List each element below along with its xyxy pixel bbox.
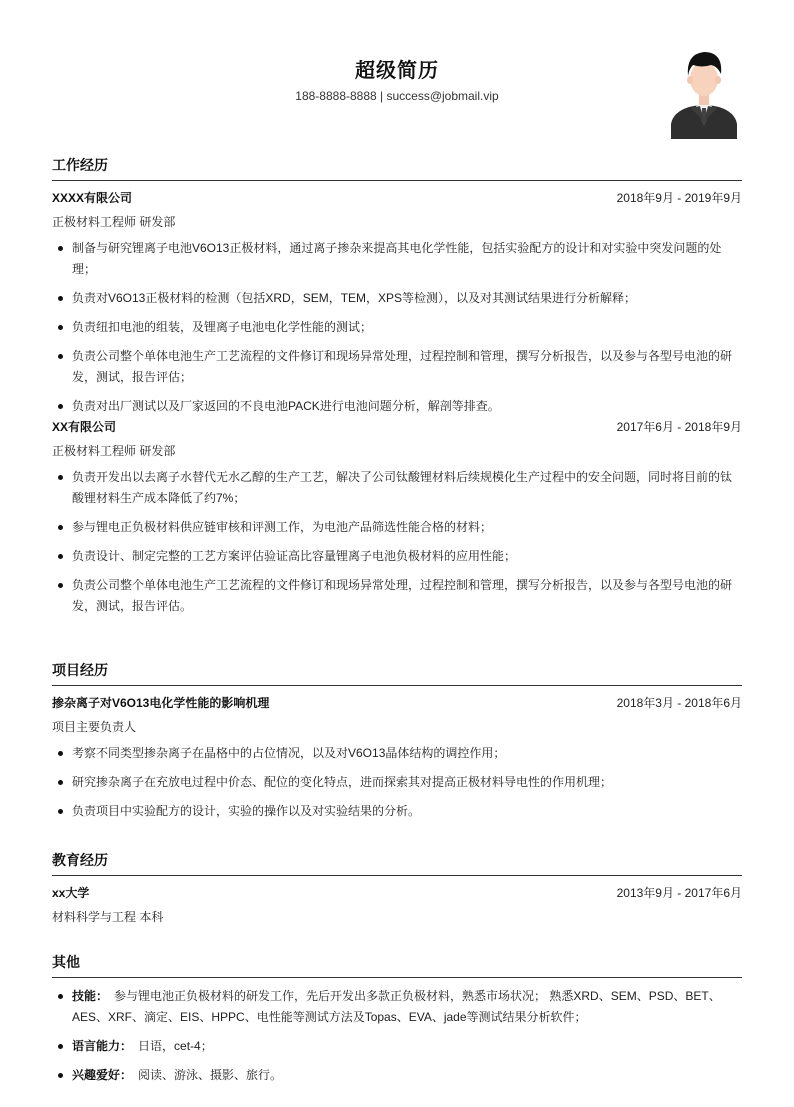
bullet-list [52,238,742,417]
list-item: 负责开发出以去离子水替代无水乙醇的生产工艺，解决了公司钛酸锂材料后续规模化生产过程中的安全问题，同时将目前的钛酸锂材料生产成本降低了约7%； [52,467,742,509]
entry-date: 2013年9月 - 2017年6月 [616,886,742,900]
entry-header [52,881,742,905]
skills-label: 技能： [72,989,109,1003]
school-name: xx大学 [52,886,90,900]
list-item: 负责公司整个单体电池生产工艺流程的文件修订和现场异常处理，过程控制和管理，撰写分析报告，以及参与各型号电池的研发，测试，报告评估； [52,346,742,388]
job-role: 正极材料工程师 研发部 [52,215,176,229]
list-item: 负责项目中实验配方的设计，实验的操作以及对实验结果的分析。 [52,801,742,822]
major-degree: 材料科学与工程 本科 [52,910,164,924]
entry-date: 2018年3月 - 2018年6月 [616,696,742,710]
work-experience-section [52,153,742,625]
work-entry [52,415,742,617]
list-item [52,1036,742,1057]
job-role: 正极材料工程师 研发部 [52,444,176,458]
entry-date: 2018年9月 - 2019年9月 [616,191,742,205]
project-name: 掺杂离子对V6O13电化学性能的影响机理 [52,696,270,710]
contact-info: 188-8888-8888 | success@jobmail.vip [295,89,499,103]
list-item: 研究掺杂离子在充放电过程中价态、配位的变化特点，进而探索其对提高正极材料导电性的作用机理； [52,772,742,793]
resume-name: 超级简历 [355,60,439,82]
bullet-list [52,467,742,617]
entry-date: 2017年6月 - 2018年9月 [616,420,742,434]
resume-header [0,0,794,150]
education-section [52,848,742,929]
list-item: 负责公司整个单体电池生产工艺流程的文件修订和现场异常处理，过程控制和管理，撰写分析报告，以及参与各型号电池的研发，测试，报告评估。 [52,575,742,617]
section-divider [52,180,742,181]
section-title-project: 项目经历 [52,662,108,678]
company-name: XX有限公司 [52,420,117,434]
list-item: 负责对出厂测试以及厂家返回的不良电池PACK进行电池问题分析，解剖等排查。 [52,396,742,417]
language-text: 日语，cet-4； [138,1039,213,1053]
section-title-other: 其他 [52,954,80,970]
work-entry [52,186,742,417]
list-item [52,986,742,1028]
list-item [52,1065,742,1086]
entry-header [52,186,742,210]
section-divider [52,875,742,876]
list-item: 制备与研究锂离子电池V6O13正极材料，通过离子掺杂来提高其电化学性能，包括实验配方的设计和对实验中突发问题的处理； [52,238,742,280]
section-divider [52,685,742,686]
skills-text: 参与锂电池正负极材料的研发工作，先后开发出多款正负极材料，熟悉市场状况； 熟悉XRD、SEM、PSD、BET、AES、XRF、滴定、EIS、HPPC、电性能等测试方法及Topas、EVA、jade等测试结果分析软件； [72,989,721,1024]
bullet-list [52,743,742,822]
company-name: XXXX有限公司 [52,191,133,205]
list-item: 参与锂电正负极材料供应链审核和评测工作，为电池产品筛选性能合格的材料； [52,517,742,538]
project-entry [52,691,742,822]
list-item: 负责对V6O13正极材料的检测（包括XRD，SEM，TEM，XPS等检测），以及对其测试结果进行分析解释； [52,288,742,309]
section-divider [52,977,742,978]
entry-header [52,415,742,439]
entry-header [52,691,742,715]
language-label: 语言能力： [72,1039,133,1053]
list-item: 负责设计、制定完整的工艺方案评估验证高比容量锂离子电池负极材料的应用性能； [52,546,742,567]
hobbies-label: 兴趣爱好： [72,1068,133,1082]
section-title-education: 教育经历 [52,852,108,868]
project-role: 项目主要负责人 [52,720,137,734]
hobbies-text: 阅读、游泳、摄影、旅行。 [138,1068,283,1082]
list-item: 负责纽扣电池的组装，及锂离子电池电化学性能的测试； [52,317,742,338]
project-experience-section [52,658,742,830]
section-title-work: 工作经历 [52,157,108,173]
other-section [52,950,742,1094]
avatar-photo [669,46,739,139]
list-item: 考察不同类型掺杂离子在晶格中的占位情况，以及对V6O13晶体结构的调控作用； [52,743,742,764]
bullet-list [52,986,742,1086]
education-entry [52,881,742,929]
